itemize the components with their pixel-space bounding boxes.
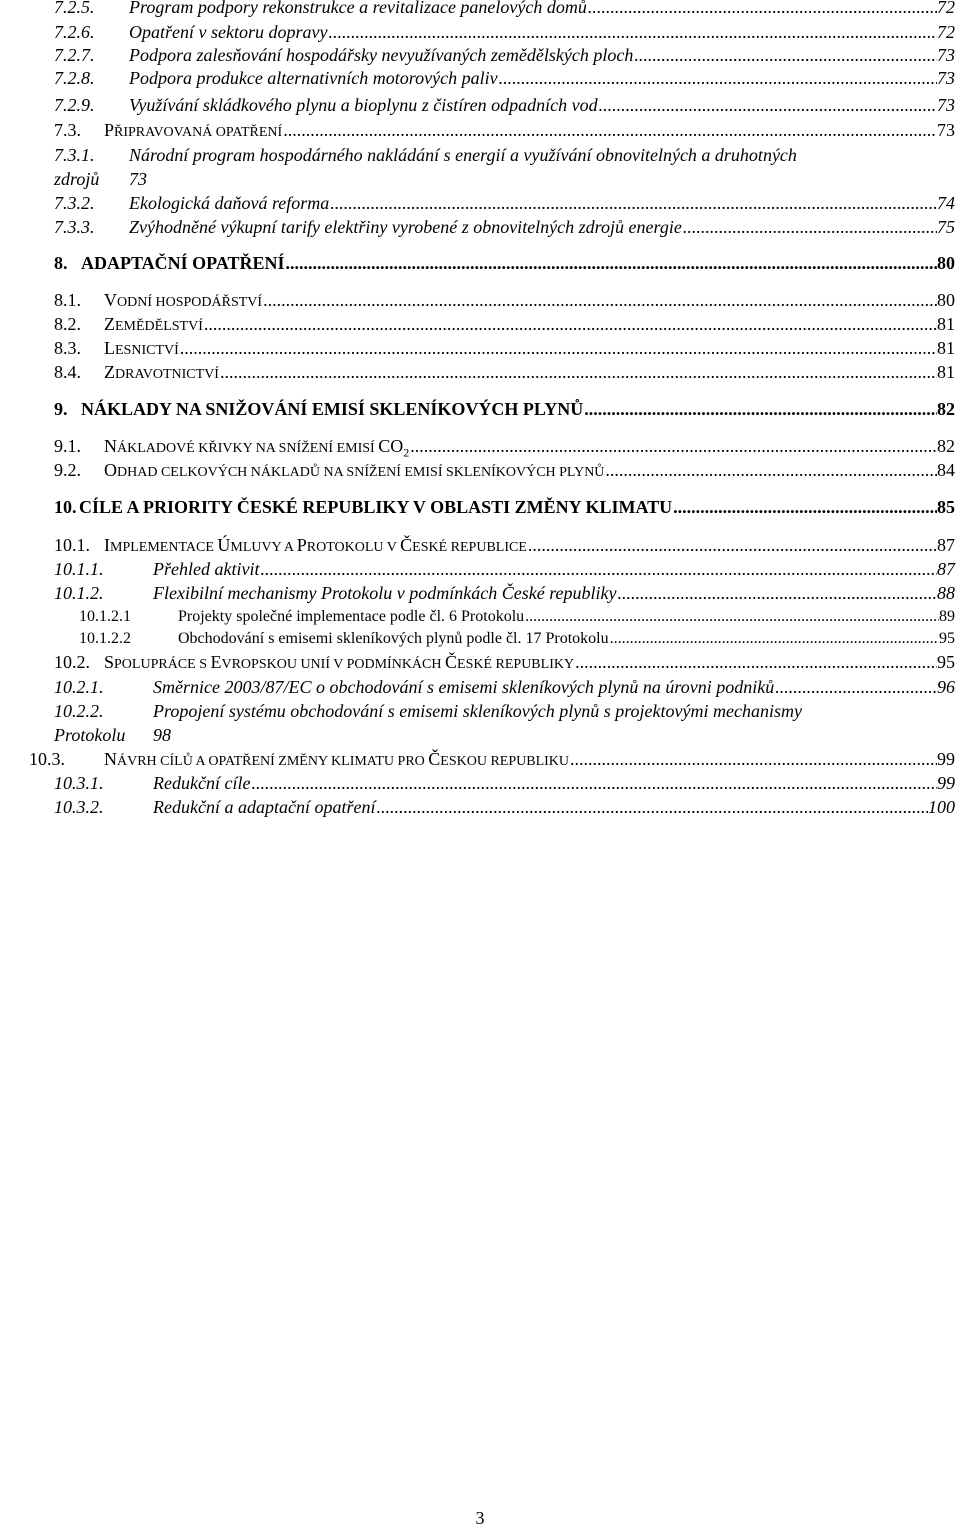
toc-entry-title: Využívání skládkového plynu a bioplynu z čistíren odpadních vod [129, 95, 598, 115]
toc-entry-page: 80 [937, 290, 955, 310]
toc-entry-title-row [153, 771, 960, 795]
toc-entry-page: 87 [937, 535, 955, 555]
toc-entry-number: 8.4. [54, 362, 81, 382]
toc-entry[interactable] [0, 771, 960, 795]
toc-entry[interactable] [0, 557, 960, 581]
toc-entry[interactable] [0, 336, 960, 360]
toc-entry-number: 7.2.7. [54, 45, 95, 65]
toc-entry-page: 73 [129, 169, 147, 189]
toc-entry-number: 10. [54, 497, 77, 517]
toc-entry-title-continuation: Protokolu [54, 725, 126, 745]
toc-leader-dots [633, 43, 937, 67]
toc-entry-title: ADAPTAČNÍ OPATŘENÍ [81, 253, 285, 273]
toc-entry-title: Zvýhodněné výkupní tarify elektřiny vyrobené z obnovitelných zdrojů energie [129, 217, 682, 237]
toc-entry-page: 89 [939, 608, 955, 625]
toc-entry-title-row [129, 191, 960, 215]
toc-entry-number: 9.2. [54, 460, 81, 480]
toc-entry-page: 84 [937, 460, 955, 480]
toc-entry[interactable] [0, 288, 960, 312]
toc-entry-title: Projekty společné implementace podle čl. 6 Protokolu [178, 608, 525, 625]
toc-entry[interactable] [0, 627, 960, 651]
toc-entry[interactable] [0, 118, 960, 142]
toc-entry-page: 73 [937, 45, 955, 65]
toc-leader-dots [498, 66, 937, 90]
toc-leader-dots [179, 336, 937, 360]
toc-entry-title-row [129, 93, 960, 117]
toc-entry-title: ZEMĚDĚLSTVÍ [104, 314, 203, 334]
toc-entry-page: 82 [937, 399, 955, 419]
toc-entry-page: 74 [937, 193, 955, 213]
toc-entry[interactable] [0, 93, 960, 117]
toc-entry-number: 9.1. [54, 436, 81, 456]
toc-entry-page: 95 [937, 652, 955, 672]
toc-entry-number: 10.3. [29, 749, 65, 769]
toc-entry-page: 73 [937, 120, 955, 140]
toc-entry[interactable] [0, 251, 960, 275]
toc-entry-title-row [81, 251, 960, 275]
toc-entry-title: ODHAD CELKOVÝCH NÁKLADŮ NA SNÍŽENÍ EMISÍ SKLENÍKOVÝCH PLYNŮ [104, 460, 605, 480]
toc-entry[interactable] [0, 495, 960, 519]
toc-leader-dots [262, 288, 937, 312]
toc-entry[interactable] [0, 675, 960, 699]
toc-entry[interactable] [0, 795, 960, 819]
toc-entry-page: 73 [937, 68, 955, 88]
toc-entry-number: 8.1. [54, 290, 81, 310]
toc-leader-dots [609, 627, 939, 651]
toc-entry-number: 8.3. [54, 338, 81, 358]
toc-entry-title-row [104, 360, 960, 387]
toc-entry-page: 75 [937, 217, 955, 237]
toc-entry-title-row [104, 118, 960, 145]
toc-entry-number: 9. [54, 399, 68, 419]
toc-entry[interactable] [0, 605, 960, 629]
toc-entry-title: VODNÍ HOSPODÁŘSTVÍ [104, 290, 263, 310]
toc-leader-dots [329, 191, 937, 215]
toc-leader-dots [203, 312, 937, 336]
toc-entry-title: Program podpory rekonstrukce a revitalizace panelových domů [129, 0, 587, 17]
toc-entry-title: Flexibilní mechanismy Protokolu v podmínkách České republiky [153, 583, 617, 603]
toc-entry-page: 72 [937, 22, 955, 42]
toc-entry[interactable] [0, 215, 960, 239]
toc-leader-dots [285, 251, 937, 275]
toc-leader-dots [524, 605, 939, 629]
toc-entry[interactable] [0, 397, 960, 421]
toc-leader-dots [598, 93, 937, 117]
toc-entry-page: 80 [937, 253, 955, 273]
toc-leader-dots [672, 495, 937, 519]
toc-entry-page: 85 [937, 497, 955, 517]
toc-entry-title-row [129, 43, 960, 67]
toc-leader-dots [774, 675, 937, 699]
toc-entry-page: 95 [939, 630, 955, 647]
toc-entry-title: Směrnice 2003/87/EC o obchodování s emisemi skleníkových plynů na úrovni podniků [153, 677, 775, 697]
toc-leader-dots [583, 397, 937, 421]
toc-entry-title: Podpora produkce alternativních motorových paliv [129, 68, 498, 88]
toc-entry-page: 98 [153, 725, 171, 745]
toc-entry-title: Ekologická daňová reforma [129, 193, 330, 213]
toc-entry-number: 10.1.2.1 [79, 608, 131, 625]
toc-entry-number: 7.3.1. [54, 145, 95, 165]
toc-entry[interactable] [0, 458, 960, 482]
toc-entry[interactable] [0, 20, 960, 44]
toc-entry-page: 81 [937, 362, 955, 382]
toc-entry-number: 7.3. [54, 120, 81, 140]
page-number: 3 [475, 1508, 485, 1528]
toc-entry-page: 88 [937, 583, 955, 603]
toc-entry-title: LESNICTVÍ [104, 338, 179, 358]
toc-entry-page: 81 [937, 314, 955, 334]
toc-entry-number: 7.3.3. [54, 217, 95, 237]
toc-entry-title: Obchodování s emisemi skleníkových plynů podle čl. 17 Protokolu [178, 630, 609, 647]
toc-leader-dots [527, 533, 937, 557]
toc-entry-title-row [153, 795, 960, 819]
toc-entry-title-row [129, 66, 960, 90]
toc-entry-title-row [104, 458, 960, 485]
toc-entry[interactable] [0, 43, 960, 67]
toc-entry[interactable] [0, 533, 960, 557]
toc-leader-dots [250, 771, 937, 795]
toc-entry-title: Redukční cíle [153, 773, 251, 793]
toc-entry-title: Podpora zalesňování hospodářsky nevyužívaných zemědělských ploch [129, 45, 634, 65]
toc-entry-title-row [129, 0, 960, 19]
toc-entry-page: 99 [937, 749, 955, 769]
toc-leader-dots [409, 434, 937, 458]
toc-entry[interactable] [0, 699, 960, 747]
toc-entry-title-row [104, 288, 960, 315]
toc-entry-page: 72 [937, 0, 955, 17]
toc-entry[interactable] [0, 143, 960, 191]
toc-leader-dots [219, 360, 937, 384]
toc-entry-number: 7.2.8. [54, 68, 95, 88]
toc-entry-page: 73 [937, 95, 955, 115]
toc-entry-title-row [104, 533, 960, 560]
toc-entry-number: 10.3.2. [54, 797, 104, 817]
toc-entry-title-row [104, 434, 960, 461]
toc-entry-number: 10.2. [54, 652, 90, 672]
toc-entry-page: 87 [937, 559, 955, 579]
toc-entry-number: 7.3.2. [54, 193, 95, 213]
toc-entry-title: Národní program hospodárného nakládání s energií a využívání obnovitelných a druhotných [129, 145, 797, 165]
toc-entry[interactable] [0, 0, 960, 19]
toc-entry-number: 8. [54, 253, 68, 273]
toc-entry-title-row [153, 675, 960, 699]
toc-entry-title-row [153, 581, 960, 605]
toc-entry-title: CÍLE A PRIORITY ČESKÉ REPUBLIKY V OBLASTI ZMĚNY KLIMATU [79, 497, 673, 517]
toc-entry-page: 82 [937, 436, 955, 456]
toc-entry[interactable] [0, 434, 960, 458]
toc-entry-title: ZDRAVOTNICTVÍ [104, 362, 219, 382]
toc-entry-number: 7.2.5. [54, 0, 95, 17]
toc-entry-title: Redukční a adaptační opatření [153, 797, 376, 817]
toc-entry-page: 99 [937, 773, 955, 793]
toc-entry-number: 10.2.1. [54, 677, 104, 697]
toc-leader-dots [682, 215, 937, 239]
toc-entry-title: NÁKLADOVÉ KŘIVKY NA SNÍŽENÍ EMISÍ $CO_2$ [104, 436, 410, 460]
toc-entry[interactable] [0, 747, 960, 771]
toc-entry-title-row [104, 650, 960, 677]
toc-entry-title-row [81, 397, 960, 421]
toc-leader-dots [569, 747, 937, 771]
toc-entry-title-row [104, 336, 960, 363]
toc-entry-page: 100 [928, 797, 955, 817]
toc-entry-title-row [129, 20, 960, 44]
toc-entry-title: SPOLUPRÁCE S EVROPSKOU UNIÍ V PODMÍNKÁCH ČESKÉ REPUBLIKY [104, 652, 575, 672]
toc-entry-page: 96 [937, 677, 955, 697]
toc-entry-number: 10.2.2. [54, 701, 104, 721]
toc-entry-title-row [129, 215, 960, 239]
toc-leader-dots [617, 581, 937, 605]
toc-leader-dots [327, 20, 937, 44]
toc-entry[interactable] [0, 66, 960, 90]
toc-entry-title-row [104, 747, 960, 774]
toc-entry-title: PŘIPRAVOVANÁ OPATŘENÍ [104, 120, 283, 140]
toc-entry-number: 10.1. [54, 535, 90, 555]
toc-entry-title-row [104, 312, 960, 339]
toc-entry[interactable] [0, 650, 960, 674]
toc-entry-title: NÁVRH CÍLŮ A OPATŘENÍ ZMĚNY KLIMATU PRO ČESKOU REPUBLIKU [104, 749, 570, 769]
toc-entry-number: 7.2.9. [54, 95, 95, 115]
toc-entry-number: 10.3.1. [54, 773, 104, 793]
toc-entry[interactable] [0, 581, 960, 605]
toc-entry-title-continuation: zdrojů [54, 169, 100, 189]
toc-entry-title-row [153, 557, 960, 581]
toc-leader-dots [375, 795, 928, 819]
toc-entry-title: Propojení systému obchodování s emisemi skleníkových plynů s projektovými mechanismy [153, 701, 802, 721]
toc-entry-title-row [178, 627, 960, 651]
toc-entry[interactable] [0, 360, 960, 384]
toc-entry-number: 8.2. [54, 314, 81, 334]
toc-entry-page: 81 [937, 338, 955, 358]
toc-entry-title-row [79, 495, 960, 519]
toc-entry-number: 10.1.2.2 [79, 630, 131, 647]
toc-entry-title: Přehled aktivit [153, 559, 260, 579]
toc-entry[interactable] [0, 191, 960, 215]
toc-entry-title-row [178, 605, 960, 629]
toc-entry-number: 10.1.2. [54, 583, 104, 603]
toc-leader-dots [259, 557, 937, 581]
toc-leader-dots [587, 0, 937, 19]
toc-leader-dots [574, 650, 937, 674]
toc-entry-title: IMPLEMENTACE ÚMLUVY A PROTOKOLU V ČESKÉ REPUBLICE [104, 535, 527, 555]
toc-leader-dots [604, 458, 937, 482]
toc-entry-title: NÁKLADY NA SNIŽOVÁNÍ EMISÍ SKLENÍKOVÝCH PLYNŮ [81, 399, 584, 419]
toc-entry-title: Opatření v sektoru dopravy [129, 22, 328, 42]
toc-leader-dots [282, 118, 937, 142]
toc-entry[interactable] [0, 312, 960, 336]
toc-entry-number: 10.1.1. [54, 559, 104, 579]
toc-entry-number: 7.2.6. [54, 22, 95, 42]
